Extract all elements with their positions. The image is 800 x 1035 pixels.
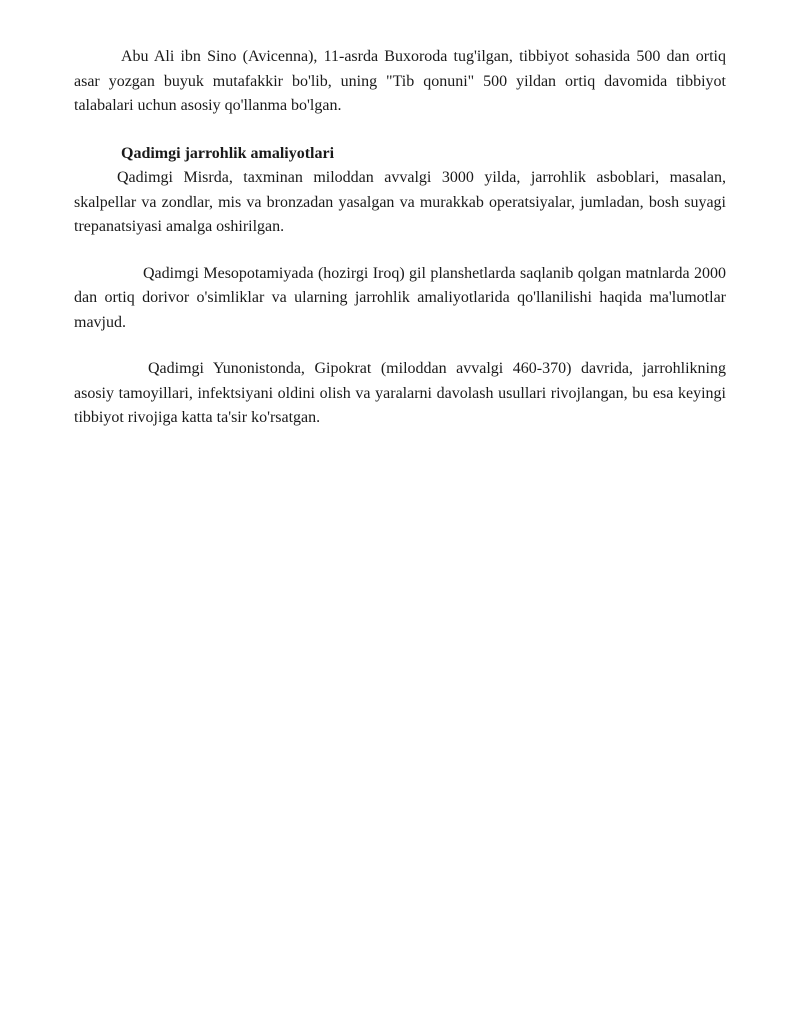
document-body <box>74 45 726 431</box>
paragraph-egypt: Qadimgi Misrda, taxminan miloddan avvalgi 3000 yilda, jarrohlik asboblari, masalan, skalpellar va zondlar, mis va bronzadan yasalgan va murakkab operatsiyalar, jumladan, bosh suyagi trepanatsiyasi amalga oshirilgan. <box>74 169 726 235</box>
paragraph-greece: Qadimgi Yunonistonda, Gipokrat (miloddan avvalgi 460-370) davrida, jarrohlikning asosiy tamoyillari, infektsiyani oldini olish va yaralarni davolash usullari rivojlangan, bu esa keyingi tibbiyot rivojiga katta ta'sir ko'rsatgan. <box>74 360 726 426</box>
paragraph-avicenna: Abu Ali ibn Sino (Avicenna), 11-asrda Buxoroda tug'ilgan, tibbiyot sohasida 500 dan ortiq asar yozgan buyuk mutafakkir bo'lib, uning "Tib qonuni" 500 yildan ortiq davomida tibbiyot talabalari uchun asosiy qo'llanma bo'lgan. <box>74 48 726 114</box>
paragraph-mesopotamia: Qadimgi Mesopotamiyada (hozirgi Iroq) gil planshetlarda saqlanib qolgan matnlarda 2000 dan ortiq dorivor o'simliklar va ularning jarrohlik amaliyotlarida qo'llanilishi haqida ma'lumotlar mavjud. <box>74 264 726 331</box>
section-heading: Qadimgi jarrohlik amaliyotlari <box>121 144 335 162</box>
